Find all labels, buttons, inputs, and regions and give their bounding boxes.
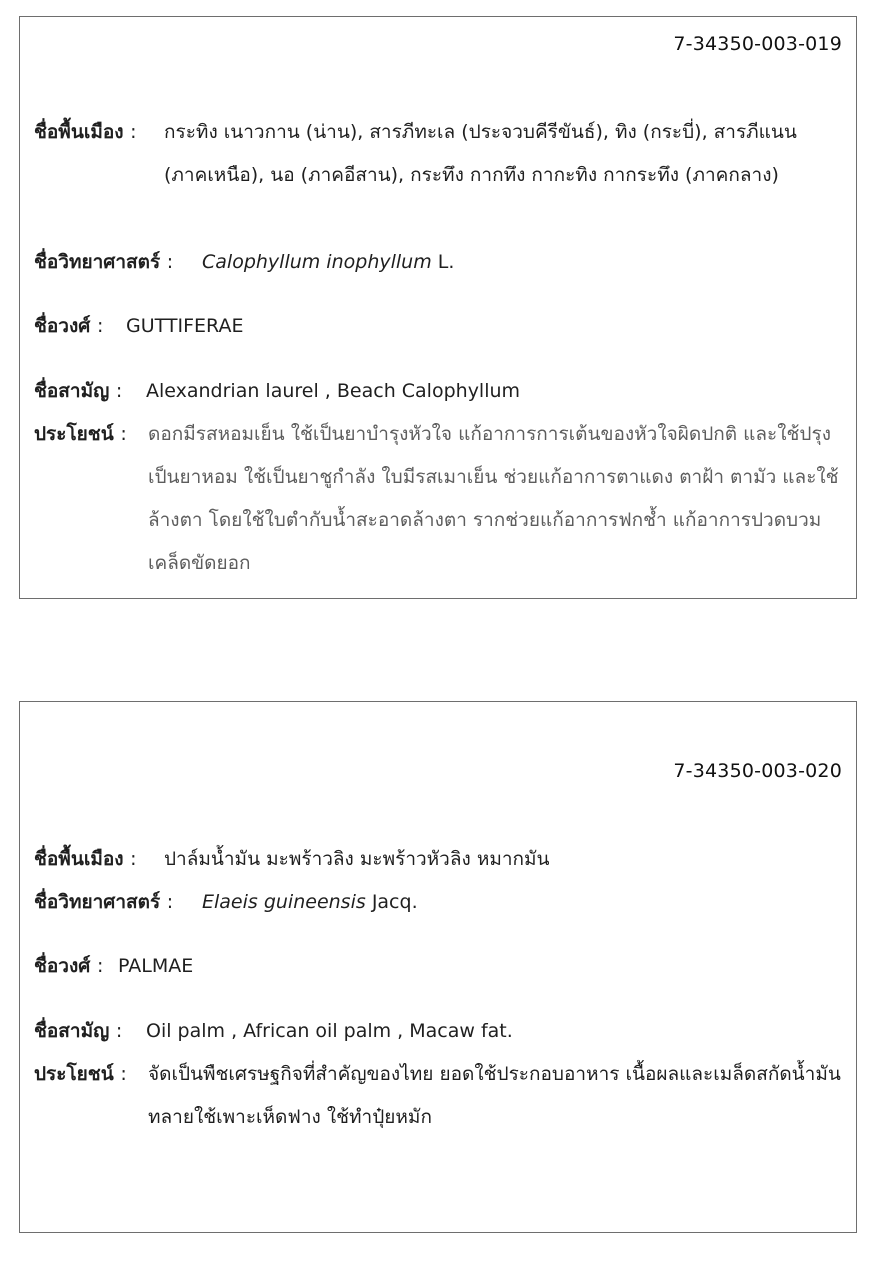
specimen-code: 7-34350-003-019 [673, 33, 842, 55]
family-value: PALMAE [118, 955, 194, 977]
family-label: ชื่อวงศ์ [34, 955, 91, 977]
scientific-author: Jacq. [371, 891, 418, 913]
local-name-value: ปาล์มน้ำมัน มะพร้าวลิง มะพร้าวหัวลิง หมากมัน [164, 848, 550, 870]
local-name-label: ชื่อพื้นเมือง [34, 848, 124, 870]
separator: : [130, 121, 137, 143]
separator: : [115, 1020, 123, 1042]
separator: : [120, 1063, 127, 1085]
separator: : [166, 251, 174, 273]
separator: : [96, 315, 104, 337]
local-name-label: ชื่อพื้นเมือง [34, 121, 124, 143]
separator: : [166, 891, 174, 913]
separator: : [120, 423, 127, 445]
family-label: ชื่อวงศ์ [34, 315, 91, 337]
separator: : [96, 955, 104, 977]
common-name-value: Oil palm , African oil palm , Macaw fat. [146, 1020, 513, 1042]
common-name-label: ชื่อสามัญ [34, 1020, 110, 1042]
local-name-value: กระทิง เนาวกาน (น่าน), สารภีทะเล (ประจวบคีรีขันธ์), ทิง (กระบี่), สารภีแนน (ภาคเหนือ), นอ (ภาคอีสาน), กระทึง กากทึง กากะทิง กากระทึง (ภาคกลาง) [164, 121, 797, 186]
local-name-row [34, 111, 842, 241]
usage-label: ประโยชน์ [34, 423, 114, 445]
scientific-name-label: ชื่อวิทยาศาสตร์ [34, 891, 161, 913]
scientific-name-label: ชื่อวิทยาศาสตร์ [34, 251, 161, 273]
separator: : [115, 380, 123, 402]
separator: : [130, 848, 137, 870]
common-name-label: ชื่อสามัญ [34, 380, 110, 402]
usage-value: ดอกมีรสหอมเย็น ใช้เป็นยาบำรุงหัวใจ แก้อาการการเต้นของหัวใจผิดปกติ และใช้ปรุงเป็นยาหอม ใช้เป็นยาชูกำลัง ใบมีรสเมาเย็น ช่วยแก้อาการตาแดง ตาฝ้า ตามัว และใช้ล้างตา โดยใช้ใบตำกับน้ำสะอาดล้างตา รากช่วยแก้อาการฟกช้ำ แก้อาการปวดบวมเคล็ดขัดยอก [148, 423, 839, 574]
specimen-card-019 [19, 16, 857, 599]
usage-value: จัดเป็นพืชเศรษฐกิจที่สำคัญของไทย ยอดใช้ประกอบอาหาร เนื้อผลและเมล็ดสกัดน้ำมัน ทลายใช้เพาะเห็ดฟาง ใช้ทำปุ๋ยหมัก [148, 1063, 841, 1128]
usage-row [34, 413, 842, 585]
family-value: GUTTIFERAE [126, 315, 244, 337]
specimen-card-020 [19, 701, 857, 1233]
specimen-code: 7-34350-003-020 [673, 760, 842, 782]
usage-label: ประโยชน์ [34, 1063, 114, 1085]
scientific-author: L. [437, 251, 455, 273]
scientific-name-value: Calophyllum inophyllum [202, 251, 432, 273]
usage-row [34, 1053, 842, 1153]
common-name-value: Alexandrian laurel , Beach Calophyllum [146, 380, 521, 402]
scientific-name-value: Elaeis guineensis [202, 891, 366, 913]
